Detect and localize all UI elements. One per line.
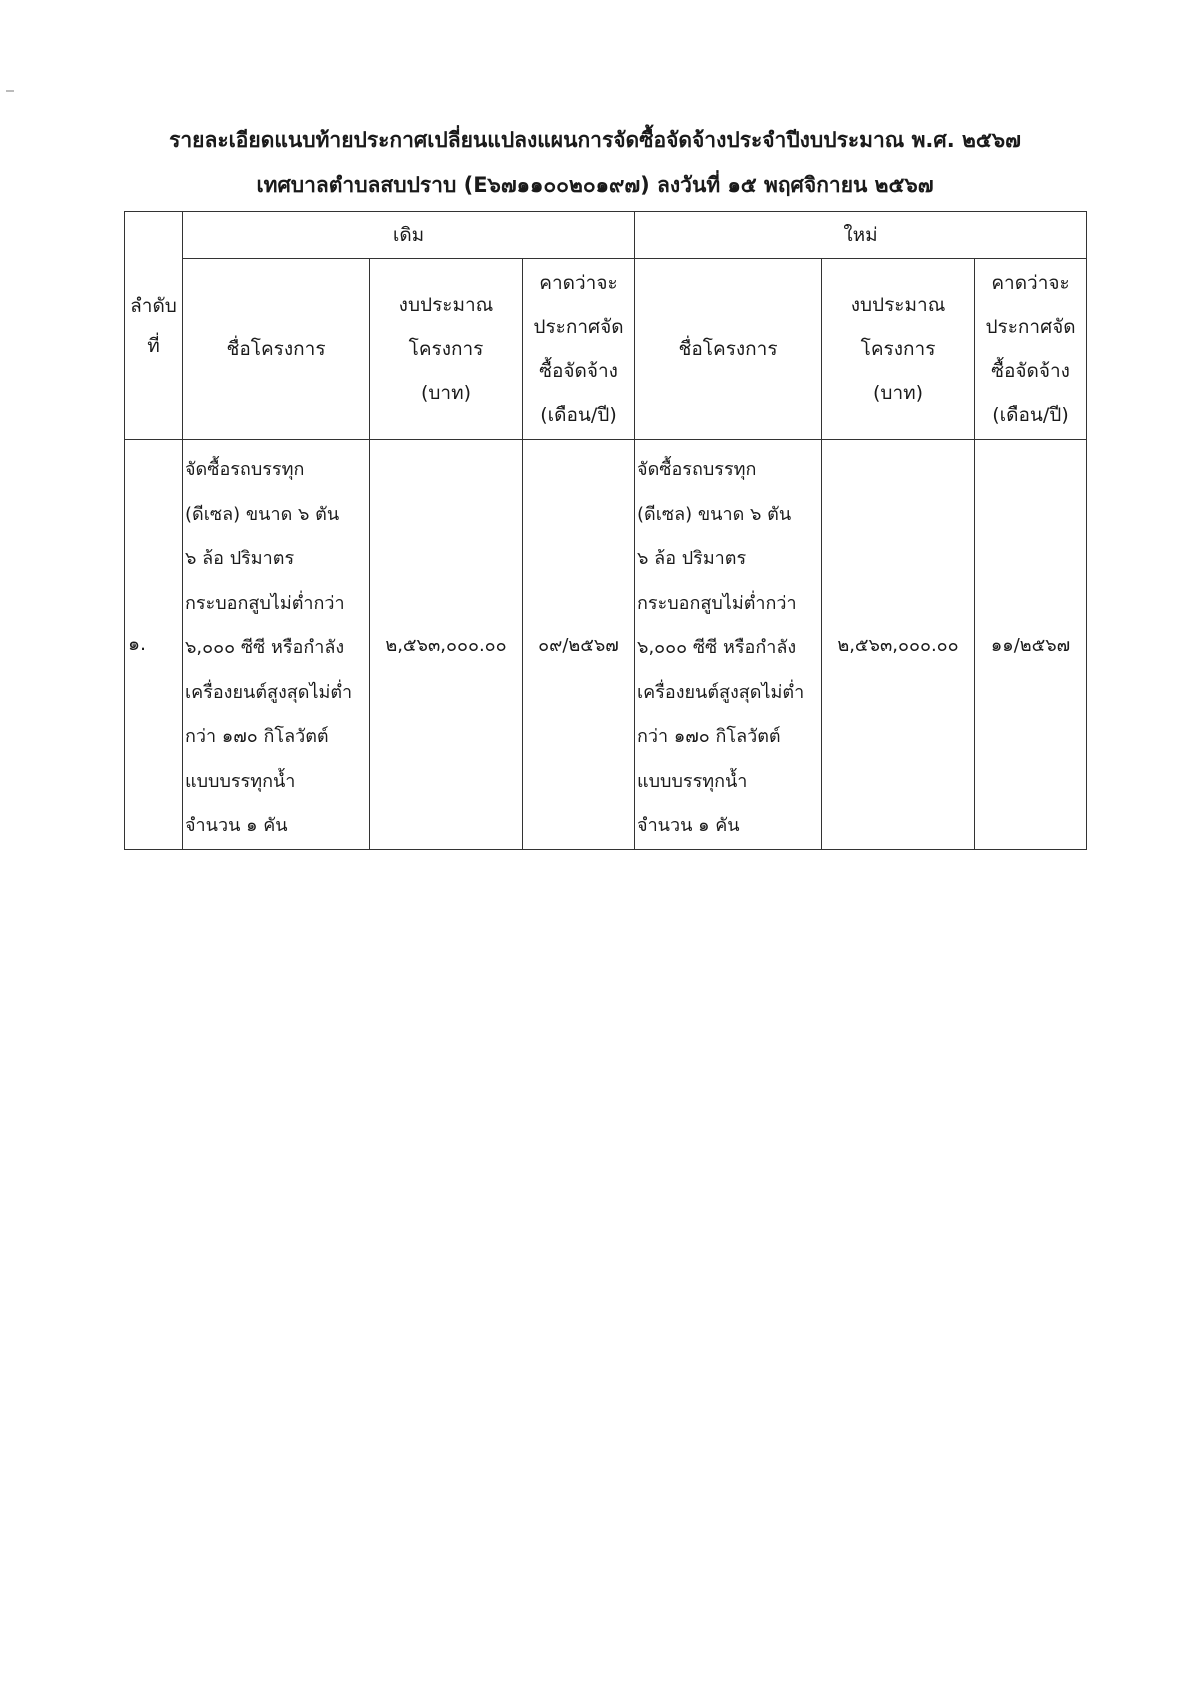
project-name-line: แบบบรรทุกน้ำ (185, 770, 296, 792)
header-order-line: ที่ (147, 334, 160, 357)
table-row (125, 440, 1087, 850)
header-expected-line: ซื้อจัดจ้าง (991, 360, 1070, 382)
project-name-line: กระบอกสูบไม่ต่ำกว่า (637, 592, 797, 614)
project-name-line: จัดซื้อรถบรรทุก (185, 459, 305, 480)
new-budget: ๒,๕๖๓,๐๐๐.๐๐ (822, 440, 975, 850)
header-budget-line: (บาท) (872, 382, 924, 404)
project-name-line: กว่า ๑๗๐ กิโลวัตต์ (637, 726, 781, 747)
project-name-line: (ดีเซล) ขนาด ๖ ตัน (637, 503, 792, 525)
header-expected-line: คาดว่าจะ (991, 272, 1070, 294)
header-new-budget (822, 259, 975, 440)
old-budget: ๒,๕๖๓,๐๐๐.๐๐ (370, 440, 523, 850)
header-expected-line: (เดือน/ปี) (992, 404, 1069, 426)
project-name-line: ๖ ล้อ ปริมาตร (637, 548, 747, 569)
project-name-line: เครื่องยนต์สูงสุดไม่ต่ำ (185, 681, 353, 703)
project-name-line: ๖ ล้อ ปริมาตร (185, 548, 295, 569)
project-name-line: เครื่องยนต์สูงสุดไม่ต่ำ (637, 681, 805, 703)
new-project-name (635, 440, 822, 850)
header-new-project-name: ชื่อโครงการ (635, 259, 822, 440)
header-expected-line: คาดว่าจะ (539, 272, 618, 294)
header-budget-line: งบประมาณ (398, 294, 494, 316)
row-number: ๑. (125, 440, 183, 850)
header-budget-line: โครงการ (408, 338, 484, 360)
project-name-line: แบบบรรทุกน้ำ (637, 770, 748, 792)
header-old-project-name: ชื่อโครงการ (183, 259, 370, 440)
header-expected-line: (เดือน/ปี) (540, 404, 617, 426)
project-name-line: ๖,๐๐๐ ซีซี หรือกำลัง (185, 637, 345, 658)
header-budget-line: (บาท) (420, 382, 472, 404)
header-old-expected (523, 259, 635, 440)
scan-mark (6, 90, 14, 92)
header-budget-line: โครงการ (860, 338, 936, 360)
header-row-groups (125, 212, 1087, 259)
header-old-budget (370, 259, 523, 440)
document-title: รายละเอียดแนบท้ายประกาศเปลี่ยนแปลงแผนการจัดซื้อจัดจ้างประจำปีงบประมาณ พ.ศ. ๒๕๖๗ (169, 128, 1021, 152)
header-order-line: ลำดับ (130, 294, 177, 317)
old-project-name (183, 440, 370, 850)
header-budget-line: งบประมาณ (850, 294, 946, 316)
project-name-line: จัดซื้อรถบรรทุก (637, 459, 757, 480)
project-name-line: (ดีเซล) ขนาด ๖ ตัน (185, 503, 340, 525)
header-expected-line: ซื้อจัดจ้าง (539, 360, 618, 382)
header-order (125, 212, 183, 440)
old-expected-month: ๐๙/๒๕๖๗ (523, 440, 635, 850)
project-name-line: จำนวน ๑ คัน (185, 815, 288, 836)
new-expected-month: ๑๑/๒๕๖๗ (975, 440, 1087, 850)
procurement-plan-table (124, 211, 1087, 850)
document-subtitle: เทศบาลตำบลสบปราบ (E๖๗๑๑๐๐๒๐๑๙๗) ลงวันที่ ๑๕ พฤศจิกายน ๒๕๖๗ (256, 173, 934, 197)
header-group-old: เดิม (183, 212, 635, 259)
project-name-line: ๖,๐๐๐ ซีซี หรือกำลัง (637, 637, 797, 658)
header-group-new: ใหม่ (635, 212, 1087, 259)
header-expected-line: ประกาศจัด (533, 316, 624, 338)
header-new-expected (975, 259, 1087, 440)
project-name-line: จำนวน ๑ คัน (637, 815, 740, 836)
header-row-columns (125, 259, 1087, 440)
project-name-line: กว่า ๑๗๐ กิโลวัตต์ (185, 726, 329, 747)
header-expected-line: ประกาศจัด (985, 316, 1076, 338)
project-name-line: กระบอกสูบไม่ต่ำกว่า (185, 592, 345, 614)
